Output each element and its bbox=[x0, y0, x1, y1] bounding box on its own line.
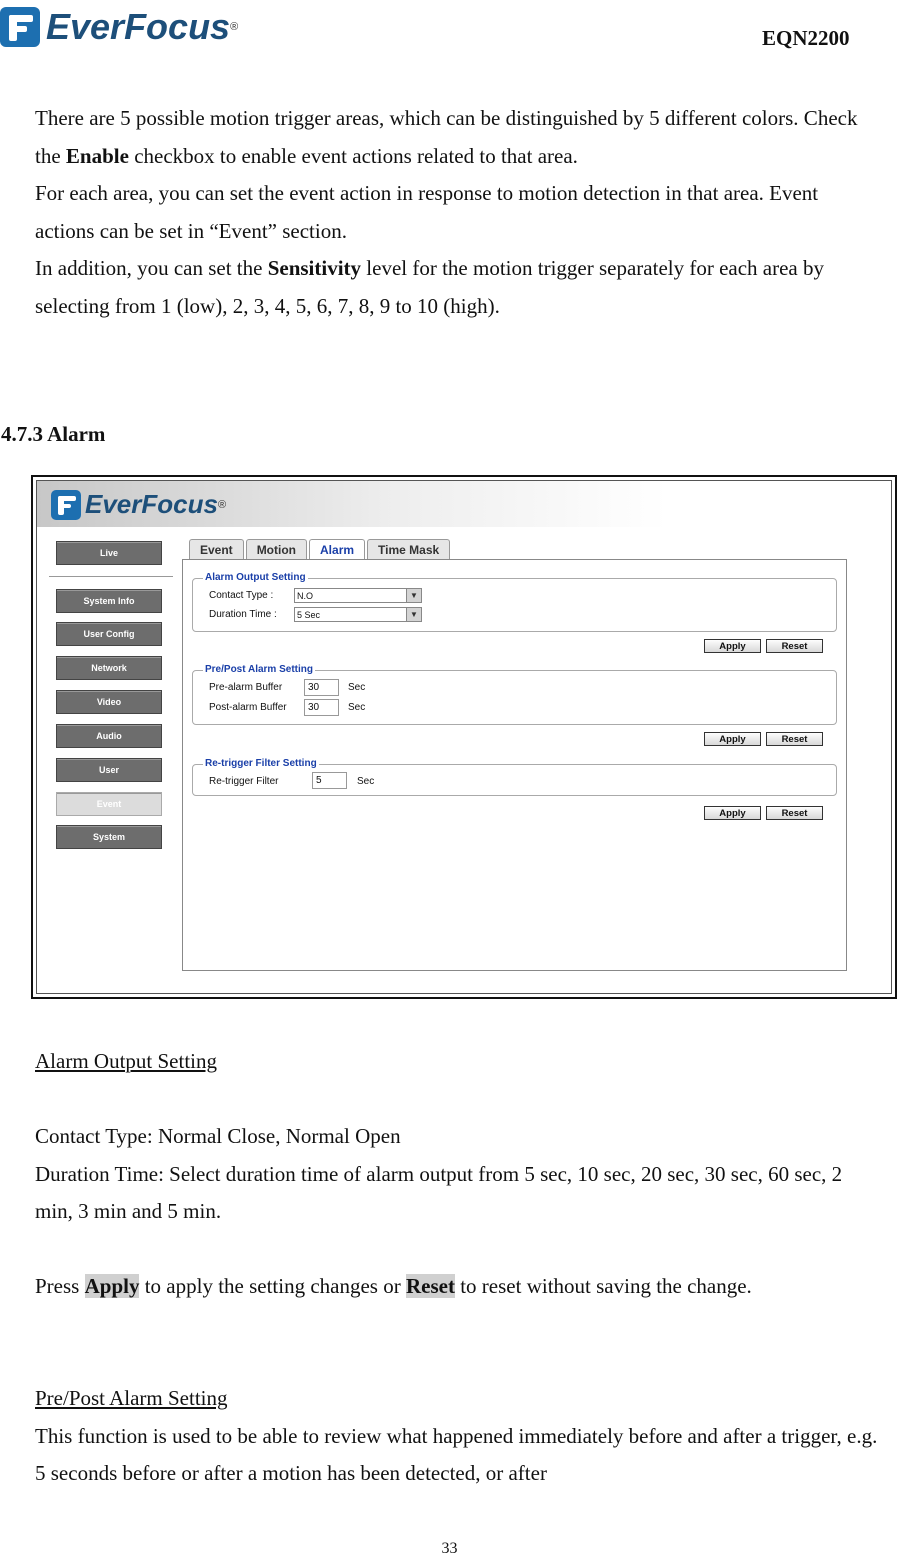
pre-alarm-input[interactable]: 30 bbox=[304, 679, 339, 696]
duration-time-text: Duration Time: Select duration time of alarm output from 5 sec, 10 sec, 20 sec, 30 sec, 60 sec, 2 min, 3 min and 5 min. bbox=[35, 1161, 843, 1223]
registered-mark: ® bbox=[230, 21, 239, 33]
nav-video-button[interactable]: Video bbox=[56, 690, 162, 714]
tab-time-mask[interactable]: Time Mask bbox=[367, 539, 450, 560]
duration-time-select[interactable]: 5 Sec ▼ bbox=[294, 607, 422, 622]
everfocus-logo-icon bbox=[51, 490, 81, 520]
nav-user-button[interactable]: User bbox=[56, 758, 162, 782]
prepost-text: This function is used to be able to review what happened immediately before and after a trigger, e.g. 5 seconds before or after a motion has been detected, or after bbox=[35, 1423, 878, 1485]
prepost-apply-button[interactable]: Apply bbox=[704, 732, 761, 746]
prepost-legend: Pre/Post Alarm Setting bbox=[205, 664, 313, 675]
tab-alarm[interactable]: Alarm bbox=[309, 539, 365, 560]
everfocus-logo-icon bbox=[0, 7, 40, 47]
apply-reset-instructions: Press Apply to apply the setting changes or Reset to reset without saving the change. bbox=[35, 1274, 752, 1298]
post-alarm-unit: Sec bbox=[348, 702, 366, 713]
retrigger-legend: Re-trigger Filter Setting bbox=[205, 758, 317, 769]
section-title: 4.7.3 Alarm bbox=[1, 422, 106, 446]
post-alarm-input[interactable]: 30 bbox=[304, 699, 339, 716]
retrigger-fieldset bbox=[192, 758, 837, 796]
alarm-output-legend: Alarm Output Setting bbox=[205, 572, 306, 583]
retrigger-label: Re-trigger Filter bbox=[209, 776, 279, 787]
alarm-output-heading: Alarm Output Setting bbox=[35, 1049, 217, 1073]
alarm-output-description bbox=[35, 1118, 880, 1231]
post-alarm-label: Post-alarm Buffer bbox=[209, 702, 287, 713]
tab-bar bbox=[189, 539, 452, 560]
intro-paragraph-3: In addition, you can set the Sensitivity level for the motion trigger separately for each area by selecting from 1 (low), 2, 3, 4, 5, 6, 7, 8, 9 to 10 (high). bbox=[35, 256, 825, 318]
nav-divider bbox=[49, 576, 173, 577]
contact-type-label: Contact Type : bbox=[209, 590, 274, 601]
intro-paragraph-2: For each area, you can set the event action in response to motion detection in that area. Event actions can be set in “Event” section. bbox=[35, 181, 819, 243]
prepost-reset-button[interactable]: Reset bbox=[766, 732, 823, 746]
duration-time-label: Duration Time : bbox=[209, 609, 277, 620]
tab-motion[interactable]: Motion bbox=[246, 539, 307, 560]
contact-type-text: Contact Type: Normal Close, Normal Open bbox=[35, 1124, 401, 1148]
nav-system-button[interactable]: System bbox=[56, 825, 162, 849]
chevron-down-icon: ▼ bbox=[406, 589, 421, 602]
nav-live-button[interactable]: Live bbox=[56, 541, 162, 565]
retrigger-apply-button[interactable]: Apply bbox=[704, 806, 761, 820]
logo-text: EverFocus bbox=[46, 6, 231, 47]
prepost-heading: Pre/Post Alarm Setting bbox=[35, 1386, 228, 1410]
retrigger-reset-button[interactable]: Reset bbox=[766, 806, 823, 820]
pre-alarm-unit: Sec bbox=[348, 682, 366, 693]
alarm-settings-panel bbox=[182, 559, 847, 971]
screenshot-header bbox=[37, 481, 667, 527]
prepost-section bbox=[35, 1380, 880, 1493]
page-number: 33 bbox=[441, 1540, 458, 1557]
pre-alarm-label: Pre-alarm Buffer bbox=[209, 682, 283, 693]
nav-user-config-button[interactable]: User Config bbox=[56, 622, 162, 646]
intro-text bbox=[35, 100, 880, 325]
contact-type-select[interactable]: N.O ▼ bbox=[294, 588, 422, 603]
tab-event[interactable]: Event bbox=[189, 539, 244, 560]
nav-network-button[interactable]: Network bbox=[56, 656, 162, 680]
nav-audio-button[interactable]: Audio bbox=[56, 724, 162, 748]
alarm-output-fieldset bbox=[192, 572, 837, 632]
prepost-fieldset bbox=[192, 664, 837, 725]
intro-paragraph-1: There are 5 possible motion trigger areas, which can be distinguished by 5 different colors. Check the Enable checkbox to enable event actions related to that area. bbox=[35, 106, 858, 168]
alarm-settings-screenshot bbox=[31, 475, 897, 999]
chevron-down-icon: ▼ bbox=[406, 608, 421, 621]
model-name: EQN2200 bbox=[762, 26, 850, 50]
alarm-output-apply-button[interactable]: Apply bbox=[704, 639, 761, 653]
everfocus-logo bbox=[0, 4, 238, 50]
screenshot-logo: EverFocus ® bbox=[51, 489, 226, 520]
retrigger-input[interactable]: 5 bbox=[312, 772, 347, 789]
nav-system-info-button[interactable]: System Info bbox=[56, 589, 162, 613]
alarm-output-reset-button[interactable]: Reset bbox=[766, 639, 823, 653]
retrigger-unit: Sec bbox=[357, 776, 375, 787]
nav-event-button[interactable]: Event bbox=[56, 792, 162, 816]
